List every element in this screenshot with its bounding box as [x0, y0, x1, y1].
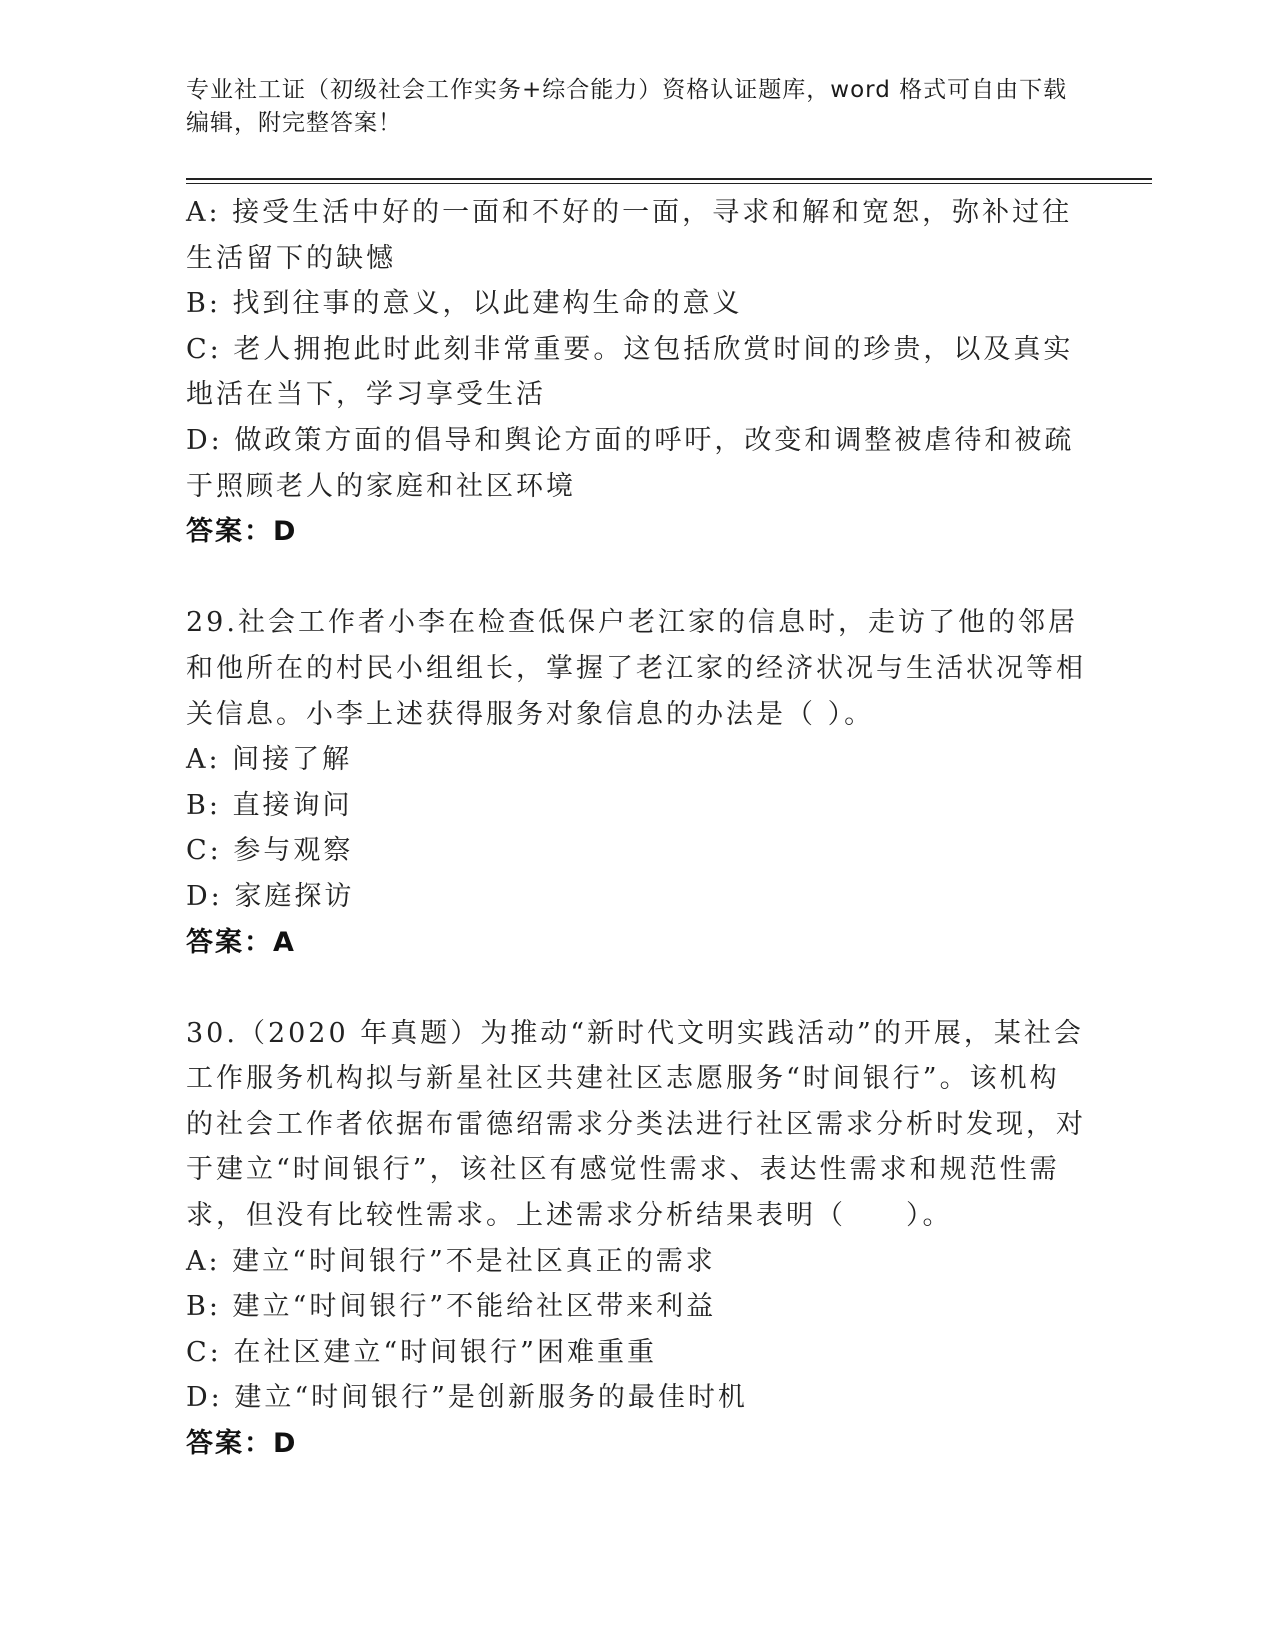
question-stem: 29.社会工作者小李在检查低保户老江家的信息时，走访了他的邻居和他所在的村民小组组长，掌握了老江家的经济状况与生活状况等相关信息。小李上述获得服务对象信息的办法是（ ）。	[186, 607, 1086, 730]
answer-line	[186, 509, 1086, 555]
option-c: C: 参与观察	[186, 835, 354, 867]
answer-line	[186, 920, 1086, 966]
option-b: B: 建立“时间银行”不能给社区带来利益	[186, 1291, 717, 1323]
option-a: A: 建立“时间银行”不是社区真正的需求	[186, 1245, 716, 1277]
answer-label: 答案：	[186, 1428, 273, 1460]
page-header	[186, 74, 1086, 140]
answer-value: D	[273, 516, 298, 548]
answer-label: 答案：	[186, 516, 273, 548]
answer-value: D	[273, 1428, 298, 1460]
option-d: D: 家庭探访	[186, 880, 355, 912]
option-b: B: 找到往事的意义，以此建构生命的意义	[186, 288, 743, 320]
question-stem: 30.（2020 年真题）为推动“新时代文明实践活动”的开展，某社会工作服务机构拟与新星社区共建社区志愿服务“时间银行”。该机构的社会工作者依据布雷德绍需求分类法进行社区需求分析时发现，对于建立“时间银行”，该社区有感觉性需求、表达性需求和规范性需求，但没有比较性需求。上述需求分析结果表明（ ）。	[186, 1017, 1086, 1232]
spacer	[186, 555, 1086, 601]
header-rule-thick	[186, 178, 1152, 180]
question-30	[186, 1011, 1086, 1467]
question-29	[186, 600, 1086, 965]
option-c: C: 在社区建立“时间银行”困难重重	[186, 1336, 657, 1368]
header-line-1: 专业社工证（初级社会工作实务+综合能力）资格认证题库，word 格式可自由下载	[186, 77, 1068, 103]
option-a: A: 间接了解	[186, 744, 353, 776]
answer-value: A	[273, 926, 296, 958]
answer-line	[186, 1421, 1086, 1467]
question-28	[186, 190, 1086, 555]
spacer	[186, 965, 1086, 1011]
option-a: A: 接受生活中好的一面和不好的一面，寻求和解和宽恕，弥补过往生活留下的缺憾	[186, 197, 1073, 274]
header-line-2: 编辑，附完整答案！	[186, 110, 402, 136]
option-b: B: 直接询问	[186, 789, 353, 821]
header-rule-thin	[186, 183, 1152, 184]
question-content	[186, 190, 1086, 1467]
option-c: C: 老人拥抱此时此刻非常重要。这包括欣赏时间的珍贵，以及真实地活在当下，学习享受生活	[186, 333, 1074, 411]
answer-label: 答案：	[186, 926, 273, 958]
option-d: D: 建立“时间银行”是创新服务的最佳时机	[186, 1382, 748, 1414]
option-d: D: 做政策方面的倡导和舆论方面的呼吁，改变和调整被虐待和被疏于照顾老人的家庭和社区环境	[186, 424, 1075, 502]
